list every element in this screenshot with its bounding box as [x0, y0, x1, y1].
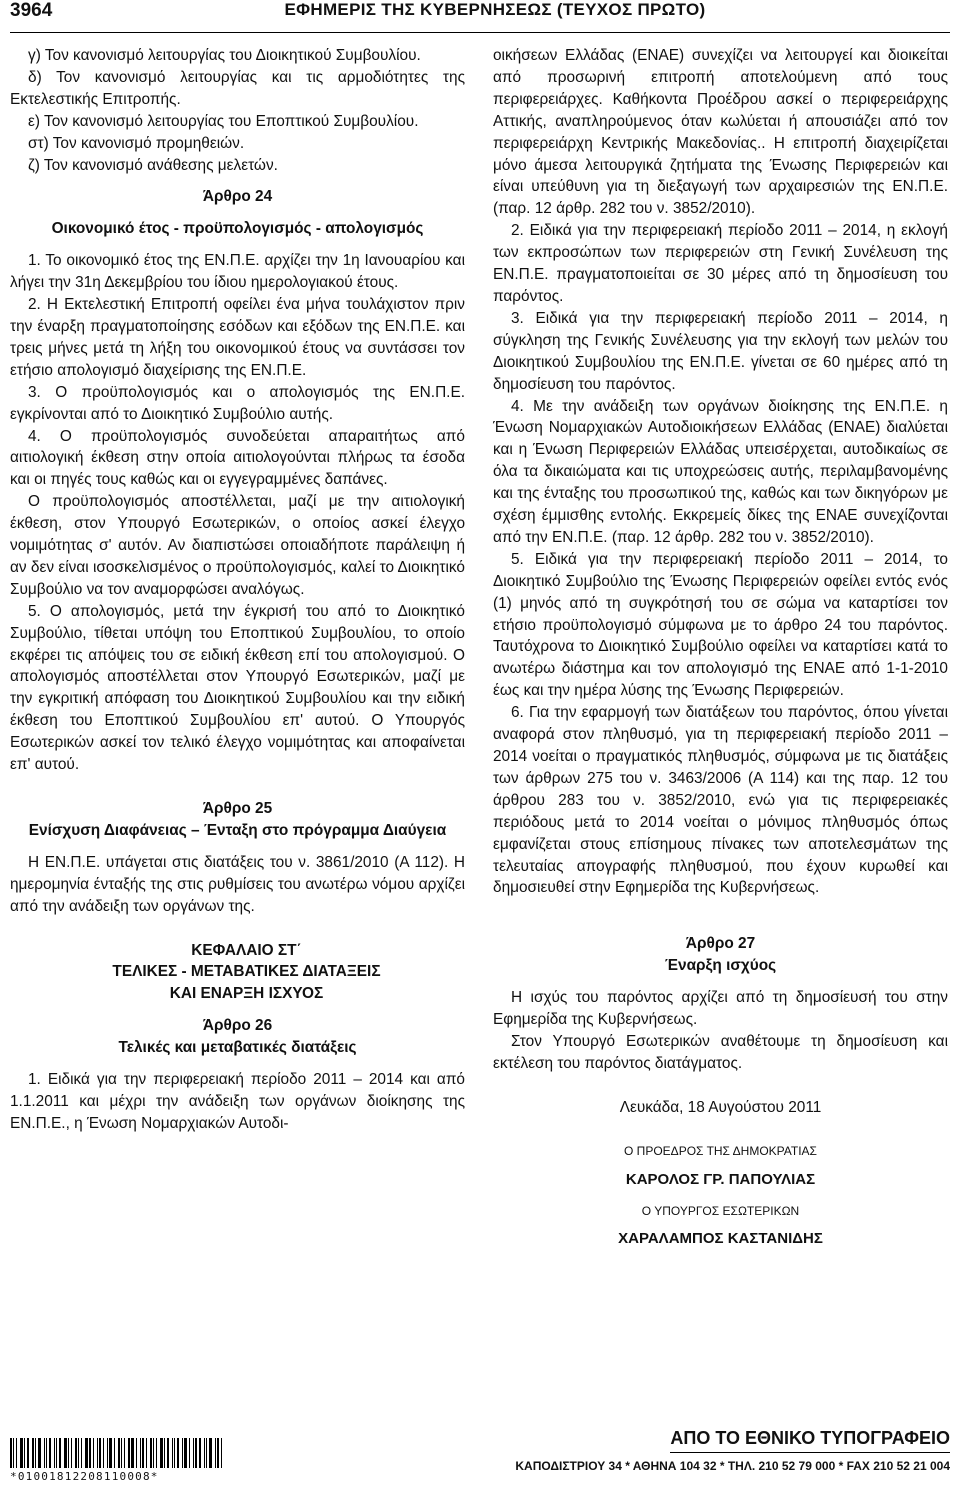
barcode-bar: [35, 1438, 36, 1468]
barcode-bar: [109, 1438, 112, 1468]
paragraph: 3. Ο προϋπολογισμός και ο απολογισμός της ΕΝ.Π.Ε. εγκρίνονται από το Διοικητικό Συμβούλιο αυτής.: [10, 383, 465, 423]
paragraph: Η ισχύς του παρόντος αρχίζει από τη δημοσίευσή του στην Εφημερίδα της Κυβερνήσεως.: [493, 989, 948, 1029]
barcode-bar: [10, 1438, 12, 1468]
article-25-heading: Ενίσχυση Διαφάνειας – Ένταξη στο πρόγραμμα Διαύγεια: [28, 821, 447, 839]
barcode-bar: [131, 1438, 134, 1468]
barcode-bar: [156, 1438, 157, 1468]
paragraph: οικήσεων Ελλάδας (ΕΝΑΕ) συνεχίζει να λειτουργεί και διοικείται από προσωρινή επιτροπή αποτελούμενη από τους περιφερειάρχες. Καθήκοντα Προέδρου ασκεί ο περιφερειάρχης Αττικής, αναπληρούμενος όταν κωλύεται ή απουσιάζει από τον περιφερειάρχη Κεντρικής Μακεδονίας.. Η επιτροπή διαχειρίζεται μόνο άμεσα λειτουργικά ζητήματα της Ένωσης Περιφερειών και είναι υπεύθυνη για τη διεξαγωγή των αρχαιρεσιών της ΕΝ.Π.Ε. (παρ. 12 άρθρ. 282 του ν. 3852/2010).: [493, 47, 948, 218]
barcode-bar: [103, 1438, 104, 1468]
barcode-bar: [164, 1438, 165, 1468]
barcode-bar: [182, 1438, 183, 1468]
article-27-heading: Έναρξη ισχύος: [664, 957, 777, 975]
barcode-bar: [150, 1438, 152, 1468]
barcode-bar: [136, 1438, 137, 1468]
barcode: [10, 1436, 300, 1468]
barcode-bar: [199, 1438, 201, 1468]
barcode-bar: [93, 1438, 94, 1468]
barcode-bar: [177, 1438, 179, 1468]
paragraph: Ο προϋπολογισμός αποστέλλεται, μαζί με την αιτιολογική έκθεση, στον Υπουργό Εσωτερικών, ο οποίος ασκεί έλεγχο νομιμότητας σ' αυτόν. Αν διαπιστώσει οποιαδήποτε παράλειψη ή αν δεν είναι ισοσκελισμένος ο προϋπολογισμός, καλεί το Διοικητικό Συμβούλιο να τον αναμορφώσει αναλόγως.: [10, 493, 465, 598]
barcode-bar: [160, 1438, 163, 1468]
barcode-bar: [146, 1438, 147, 1468]
barcode-bar: [81, 1438, 82, 1468]
barcode-bar: [59, 1438, 61, 1468]
article-26-heading: Τελικές και μεταβατικές διατάξεις: [118, 1039, 357, 1057]
paragraph: γ) Τον κανονισμό λειτουργίας του Διοικητικού Συμβουλίου.: [28, 47, 421, 64]
barcode-bar: [217, 1438, 219, 1468]
barcode-bar: [206, 1438, 207, 1468]
barcode-bar: [64, 1438, 67, 1468]
barcode-bar: [16, 1438, 17, 1468]
paragraph: 4. Ο προϋπολογισμός συνοδεύεται απαραιτήτως από αιτιολογική έκθεση στην οποία αιτιολογούνται πλήρως τα έσοδα και οι πηγές τους καθώς και οι εγγεγραμμένες δαπάνες.: [10, 427, 465, 489]
barcode-bar: [44, 1438, 45, 1468]
chapter-heading: ΚΕΦΑΛΑΙΟ ΣΤ΄: [191, 941, 302, 959]
barcode-bar: [209, 1438, 212, 1468]
right-column: [493, 45, 948, 1250]
barcode-bar: [221, 1438, 222, 1468]
printer-address: ΚΑΠΟΔΙΣΤΡΙΟΥ 34 * ΑΘΗΝΑ 104 32 * ΤΗΛ. 210 52 79 000 * FAX 210 52 21 004: [515, 1459, 950, 1473]
paragraph: δ) Τον κανονισμό λειτουργίας και τις αρμοδιότητες της Εκτελεστικής Επιτροπής.: [10, 68, 465, 108]
article-24-heading: Οικονομικό έτος - προϋπολογισμός - απολογισμός: [51, 220, 424, 238]
barcode-bar: [167, 1438, 169, 1468]
barcode-bar: [13, 1438, 14, 1468]
page-number: 3964: [10, 0, 53, 21]
paragraph: 5. Ο απολογισμός, μετά την έγκρισή του από το Διοικητικό Συμβούλιο, τίθεται υπόψη του Εποπτικού Συμβουλίου, το οποίο εκφέρει τις απόψεις του σε ειδική έκθεση επί του απολογισμού. Ο απολογισμός αποστέλλεται στον Υπουργό Εσωτερικών, μαζί με την εγκριτική απόφαση του Διοικητικού Συμβουλίου και την ειδική έκθεση του Εποπτικού Συμβουλίου επ' αυτού. Ο Υπουργός Εσωτερικών ασκεί τον τελικό έλεγχο νομιμότητας και αποφαίνεται επ' αυτού.: [10, 602, 465, 774]
chapter-heading: ΤΕΛΙΚΕΣ - ΜΕΤΑΒΑΤΙΚΕΣ ΔΙΑΤΑΞΕΙΣ: [112, 963, 381, 981]
printer-title: ΑΠΟ ΤΟ ΕΘΝΙΚΟ ΤΥΠΟΓΡΑΦΕΙΟ: [670, 1428, 950, 1453]
barcode-bar: [99, 1438, 101, 1468]
barcode-bar: [140, 1438, 141, 1468]
paragraph: Στον Υπουργό Εσωτερικών αναθέτουμε τη δημοσίευση και εκτέλεση του παρόντος διατάγματος.: [493, 1032, 948, 1072]
barcode-bar: [97, 1438, 98, 1468]
barcode-bar: [174, 1438, 175, 1468]
barcode-bar: [56, 1438, 57, 1468]
paragraph: στ) Τον κανονισμό προμηθειών.: [28, 134, 245, 152]
paragraph: Η ΕΝ.Π.Ε. υπάγεται στις διατάξεις του ν. 3861/2010 (Α 112). Η ημερομηνία ένταξής της στις ρυθμίσεις του ανωτέρω νόμου αρχίζει από την ανάδειξη των οργάνων της.: [10, 853, 465, 915]
paragraph: ε) Τον κανονισμό λειτουργίας του Εποπτικού Συμβουλίου.: [28, 112, 419, 130]
barcode-bar: [68, 1438, 69, 1468]
paragraph: ζ) Τον κανονισμό ανάθεσης μελετών.: [28, 156, 278, 174]
barcode-bar: [24, 1438, 25, 1468]
signatory-role: Ο ΥΠΟΥΡΓΟΣ ΕΣΩΤΕΡΙΚΩΝ: [641, 1203, 800, 1218]
paragraph: 5. Ειδικά για την περιφερειακή περίοδο 2011 – 2014, το Διοικητικό Συμβούλιο της Ένωσης Περιφερειών οφείλει εντός ενός (1) μηνός από τη συγκρότησή του σε σώμα να καταρτίσει τον ετήσιο προϋπολογισμό σύμφωνα με το άρθρο 24 του παρόντος. Ταυτόχρονα το Διοικητικό Συμβούλιο οφείλει να καταρτίσει κατά το ανωτέρω διάστημα και τον απολογισμό της ΕΝΑΕ από 1-1-2010 έως και την ημέρα λύσης της Ένωσης Περιφερειών.: [493, 550, 948, 700]
paragraph: 2. Η Εκτελεστική Επιτροπή οφείλει ένα μήνα τουλάχιστον πριν την έναρξη πραγματοποίησης εσόδων και εξόδων της ΕΝ.Π.Ε. και τρεις μήνες μετά τη λήξη του οικονομικού έτους να συντάσσει τον ετήσιο απολογισμό διαχείρισης της ΕΝ.Π.Ε.: [10, 296, 465, 379]
left-column: [10, 45, 465, 1135]
barcode-bar: [78, 1438, 79, 1468]
article-25-title: Άρθρο 25: [202, 800, 273, 817]
barcode-bar: [114, 1438, 115, 1468]
paragraph: 1. Ειδικά για την περιφερειακή περίοδο 2011 – 2014 και από 1.1.2011 και μέχρι την ανάδειξη των οργάνων διοίκησης της ΕΝ.Π.Ε., η Ένωση Νομαρχιακών Αυτοδι-: [10, 1071, 465, 1132]
barcode-bar: [27, 1438, 29, 1468]
barcode-bar: [38, 1438, 41, 1468]
printer-info: [515, 1428, 950, 1473]
barcode-bar: [32, 1438, 34, 1468]
barcode-bar: [89, 1438, 91, 1468]
paragraph: 1. Το οικονομικό έτος της ΕΝ.Π.Ε. αρχίζει την 1η Ιανουαρίου και λήγει την 31η Δεκεμβρίου του ίδιου ημερολογιακού έτους.: [10, 252, 465, 292]
barcode-bar: [184, 1438, 187, 1468]
gazette-title: ΕΦΗΜΕΡΙΣ ΤΗΣ ΚΥΒΕΡΝΗΣΕΩΣ (ΤΕΥΧΟΣ ΠΡΩΤΟ): [284, 0, 706, 19]
signatory-name: ΚΑΡΟΛΟΣ ΓΡ. ΠΑΠΟΥΛΙΑΣ: [625, 1170, 816, 1188]
barcode-bar: [204, 1438, 205, 1468]
barcode-bar: [49, 1438, 51, 1468]
paragraph: 4. Με την ανάδειξη των οργάνων διοίκησης της ΕΝ.Π.Ε. η Ένωση Νομαρχιακών Αυτοδιοικήσεων Ελλάδας (ΕΝΑΕ) διαλύεται και η Ένωση Περιφερειών Ελλάδας υπεισέρχεται, αυτοδικαίως σε όλα τα δικαιώματα και τις υποχρεώσεις αυτής, περιλαμβανομένης και της ένταξης του προσωπικού της, καθώς και των δικηγόρων με σχέση έμμισθης εντολής. Εκκρεμείς δίκες της ΕΝΑΕ συνεχίζονται από την ΕΝ.Π.Ε. (παρ. 12 άρθρ. 282 του ν. 3852/2010).: [493, 397, 948, 546]
barcode-bar: [195, 1438, 197, 1468]
barcode-bar: [107, 1438, 108, 1468]
barcode-bar: [193, 1438, 194, 1468]
paragraph: 2. Ειδικά για την περιφερειακή περίοδο 2011 – 2014, η εκλογή των εκπροσώπων των περιφερειών στη Γενική Συνέλευση της ΕΝ.Π.Ε. πραγματοποιείται σε 30 μέρες από τη δημοσίευση του παρόντος.: [493, 222, 948, 305]
header-rule: [10, 32, 950, 33]
chapter-heading: ΚΑΙ ΕΝΑΡΞΗ ΙΣΧΥΟΣ: [169, 985, 324, 1003]
barcode-bar: [54, 1438, 55, 1468]
paragraph: 3. Ειδικά για την περιφερειακή περίοδο 2011 – 2014, η σύγκληση της Γενικής Συνέλευσης για την εκλογή των μελών του Διοικητικού Συμβουλίου της ΕΝ.Π.Ε. γίνεται σε 60 ημέρες από τη δημοσίευση του παρόντος.: [493, 309, 948, 393]
place-date: Λευκάδα, 18 Αυγούστου 2011: [619, 1098, 822, 1116]
paragraph: 6. Για την εφαρμογή των διατάξεων του παρόντος, όπου γίνεται αναφορά στον πληθυσμό, για τη περιφερειακή περίοδο 2011 – 2014 νοείται ο πραγματικός πληθυσμός, σύμφωνα με τις διατάξεις των άρθρων 275 του ν. 3463/2006 (Α 114) και της παρ. 12 του άρθρου 283 του ν. 3852/2010, ενώ για τις περιφερειακές περιόδους μετά το 2014 νοείται ο μόνιμος πληθυσμός όπως εμφανίζεται στους επίσημους πίνακες των αποτελεσμάτων της τελευταίας απογραφής πληθυσμού, που έχουν κυρωθεί και δημοσιευθεί στην Εφημερίδα της Κυβερνήσεως.: [493, 704, 948, 897]
barcode-bar: [71, 1438, 72, 1468]
barcode-number: *01001812208110008*: [10, 1470, 159, 1483]
barcode-bar: [142, 1438, 144, 1468]
barcode-bar: [118, 1438, 120, 1468]
barcode-bar: [153, 1438, 154, 1468]
barcode-bar: [75, 1438, 77, 1468]
barcode-bar: [20, 1438, 23, 1468]
barcode-bar: [189, 1438, 190, 1468]
signatory-name: ΧΑΡΑΛΑΜΠΟΣ ΚΑΣΤΑΝΙΔΗΣ: [618, 1230, 823, 1248]
article-26-title: Άρθρο 26: [202, 1017, 273, 1035]
page-header: [10, 0, 950, 30]
article-27-title: Άρθρο 27: [685, 935, 756, 953]
article-24-title: Άρθρο 24: [202, 188, 273, 206]
barcode-bar: [121, 1438, 122, 1468]
barcode-bar: [124, 1438, 125, 1468]
barcode-bar: [46, 1438, 47, 1468]
signatory-role: Ο ΠΡΟΕΔΡΟΣ ΤΗΣ ΔΗΜΟΚΡΑΤΙΑΣ: [624, 1143, 817, 1158]
barcode-bar: [172, 1438, 173, 1468]
barcode-bar: [215, 1438, 216, 1468]
barcode-bar: [128, 1438, 130, 1468]
barcode-bar: [85, 1438, 88, 1468]
